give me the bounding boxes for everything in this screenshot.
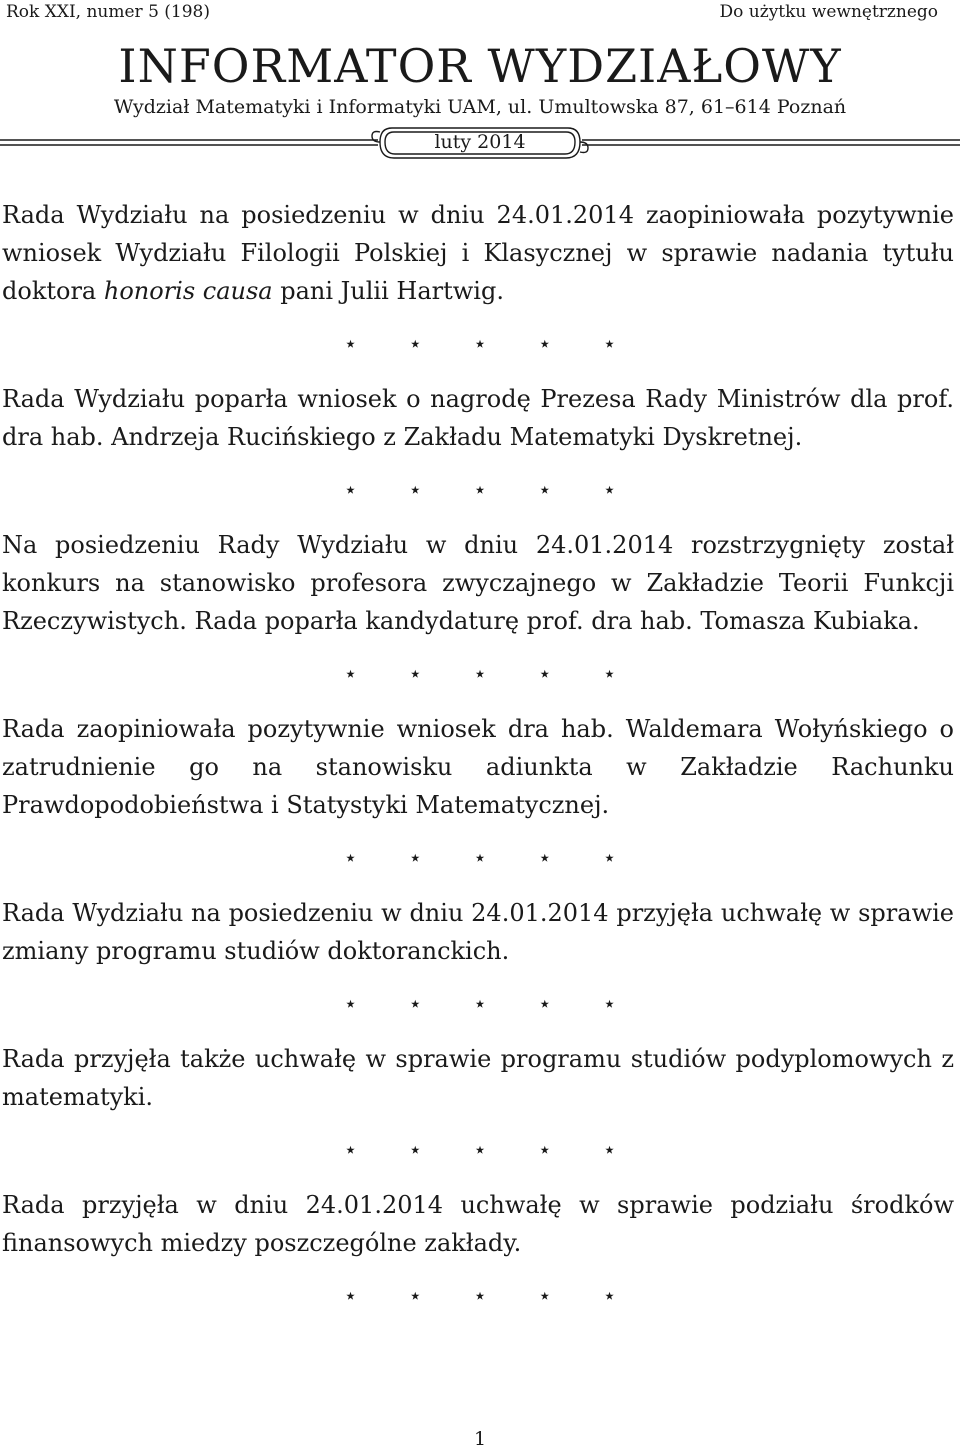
news-item: Rada Wydziału na posiedzeniu w dniu 24.01.2014 przyjęła uchwałę w sprawie zmiany programu studiów doktoranckich. [2,899,954,965]
masthead [0,40,960,118]
news-item: Rada przyjęła w dniu 24.01.2014 uchwałę w sprawie podziału środków finansowych miedzy poszczególne zakłady. [2,1191,954,1257]
news-item: Na posiedzeniu Rady Wydziału w dniu 24.01.2014 rozstrzygnięty został konkurs na stanowisko profesora zwyczajnego w Zakładzie Teorii Funkcji Rzeczywistych. Rada poparła kandydaturę prof. dra hab. Tomasza Kubiaka. [2,531,954,635]
article-body [0,196,960,1332]
issue-date: luty 2014 [434,131,526,153]
separator-stars: ⋆ ⋆ ⋆ ⋆ ⋆ [343,662,639,687]
separator-stars: ⋆ ⋆ ⋆ ⋆ ⋆ [343,1284,639,1309]
separator-stars: ⋆ ⋆ ⋆ ⋆ ⋆ [343,478,639,503]
separator-stars: ⋆ ⋆ ⋆ ⋆ ⋆ [343,332,639,357]
date-banner [0,124,960,164]
issue-number: Rok XXI, numer 5 (198) [6,2,211,22]
newsletter-title: INFORMATOR WYDZIAŁOWY [118,39,842,93]
news-item: Rada zaopiniowała pozytywnie wniosek dra hab. Waldemara Wołyńskiego o zatrudnienie go na stanowisku adiunkta w Zakładzie Rachunku Prawdopodobieństwa i Statystyki Matematycznej. [2,715,954,819]
page-number: 1 [473,1428,487,1450]
distribution-note: Do użytku wewnętrznego [719,2,938,22]
faculty-address: Wydział Matematyki i Informatyki UAM, ul. Umultowska 87, 61–614 Poznań [113,96,847,118]
separator-stars: ⋆ ⋆ ⋆ ⋆ ⋆ [343,992,639,1017]
news-item: Rada przyjęła także uchwałę w sprawie programu studiów podyplomowych z matematyki. [2,1045,954,1111]
emphasis: honoris causa [103,277,273,305]
separator-stars: ⋆ ⋆ ⋆ ⋆ ⋆ [343,846,639,871]
news-item: Rada Wydziału na posiedzeniu w dniu 24.01.2014 zaopiniowała pozytywnie wniosek Wydziału Filologii Polskiej i Klasycznej w sprawie nadania tytułu doktora honoris causa pani Julii Hartwig. [2,201,954,305]
news-item: Rada Wydziału poparła wniosek o nagrodę Prezesa Rady Ministrów dla prof. dra hab. Andrzeja Rucińskiego z Zakładu Matematyki Dyskretnej. [2,385,954,451]
separator-stars: ⋆ ⋆ ⋆ ⋆ ⋆ [343,1138,639,1163]
